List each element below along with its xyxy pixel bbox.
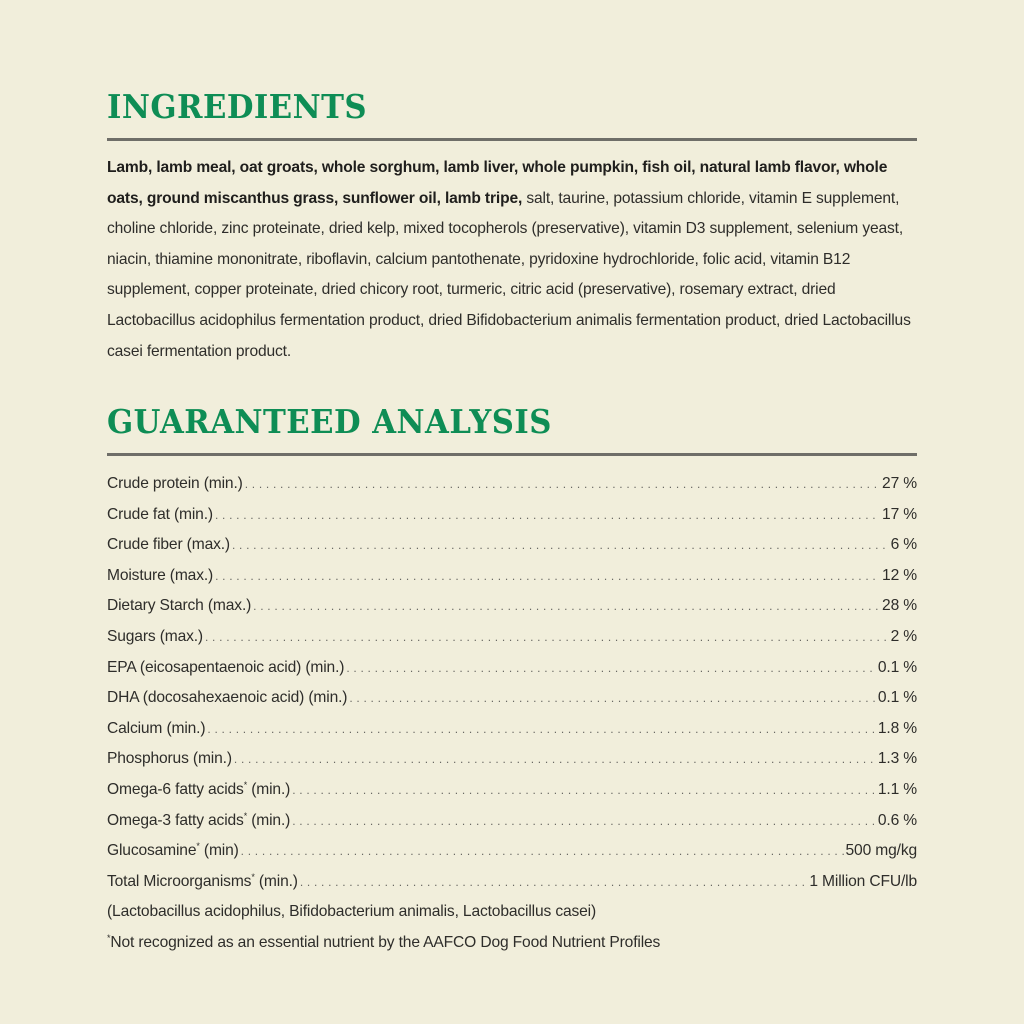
analysis-row-total-microorganisms [107, 867, 917, 898]
guaranteed-analysis-heading: GUARANTEED ANALYSIS [107, 402, 552, 441]
nutrient-name: Glucosamine [107, 842, 197, 860]
nutrient-name: Moisture [107, 566, 166, 584]
nutrient-value: 0.6 % [877, 811, 917, 829]
analysis-row-crude-protein [107, 469, 917, 500]
analysis-row-moisture [107, 561, 917, 592]
analysis-row-omega-6 [107, 775, 917, 806]
nutrient-name: Crude fiber [107, 536, 183, 554]
analysis-table [107, 469, 917, 959]
nutrient-value: 1.3 % [877, 750, 917, 768]
microorganisms-note: (Lactobacillus acidophilus, Bifidobacterium animalis, Lactobacillus casei) [107, 903, 597, 921]
analysis-row-glucosamine [107, 836, 917, 867]
ingredients-list [107, 153, 919, 367]
ingredients-divider [107, 138, 917, 141]
nutrient-name: Calcium [107, 719, 163, 737]
dot-leader [241, 836, 844, 867]
asterisk-marker: * [107, 932, 111, 943]
nutrient-value: 17 % [882, 505, 917, 523]
footnote [107, 928, 917, 959]
nutrient-qualifier: (min.) [301, 658, 345, 676]
asterisk-marker: * [196, 841, 200, 852]
nutrient-qualifier: (min.) [247, 780, 291, 798]
nutrient-name: DHA (docosahexaenoic acid) [107, 689, 305, 707]
analysis-row-dietary-starch [107, 591, 917, 622]
nutrient-value: 0.1 % [877, 658, 917, 676]
analysis-row-epa [107, 653, 917, 684]
analysis-row-sugars [107, 622, 917, 653]
dot-leader [292, 775, 876, 806]
nutrient-name: Total Microorganisms [107, 872, 252, 890]
nutrient-qualifier: (min) [199, 842, 239, 860]
dot-leader [215, 500, 880, 531]
dot-leader [292, 806, 876, 837]
nutrient-name: Omega-3 fatty acids [107, 811, 244, 829]
nutrient-value: 500 mg/kg [845, 842, 917, 860]
nutrient-name: EPA (eicosapentaenoic acid) [107, 658, 302, 676]
nutrient-name: Phosphorus [107, 750, 189, 768]
asterisk-marker: * [243, 810, 248, 821]
analysis-row-calcium [107, 714, 917, 745]
nutrient-qualifier: (max.) [165, 566, 214, 584]
nutrient-qualifier: (min.) [162, 719, 206, 737]
nutrient-value: 1.8 % [877, 719, 917, 737]
asterisk-marker: * [243, 779, 248, 790]
nutrient-value: 12 % [882, 566, 917, 584]
analysis-row-crude-fiber [107, 530, 917, 561]
analysis-row-omega-3 [107, 806, 917, 837]
analysis-row-crude-fat [107, 500, 917, 531]
nutrient-qualifier: (max.) [203, 597, 252, 615]
nutrient-name: Sugars [107, 627, 156, 645]
nutrient-value: 1 Million CFU/lb [809, 872, 917, 890]
nutrient-value: 28 % [882, 597, 917, 615]
nutrient-qualifier: (min.) [247, 811, 291, 829]
nutrient-value: 1.1 % [877, 780, 917, 798]
nutrient-name: Crude fat [107, 505, 170, 523]
secondary-ingredients: salt, taurine, potassium chloride, vitamin E supplement, choline chloride, zinc proteinate, dried kelp, mixed tocopherols (preservative), vitamin D3 supplement, selenium yeast, niacin, thiamine mononitrate, riboflavin, calcium pantothenate, pyridoxine hydrochloride, folic acid, vitamin B12 supplement, copper proteinate, dried chicory root, turmeric, citric acid (preservative), rosemary extract, dried Lactobacillus acidophilus fermentation product, dried Bifidobacterium animalis fermentation product, dried Lactobacillus casei fermentation product. [107, 189, 911, 360]
nutrient-name: Omega-6 fatty acids [107, 780, 244, 798]
dot-leader [215, 561, 880, 592]
analysis-divider [107, 453, 917, 456]
nutrient-qualifier: (max.) [182, 536, 230, 554]
nutrient-qualifier: (min.) [304, 689, 348, 707]
ingredients-heading: INGREDIENTS [107, 87, 368, 126]
nutrient-qualifier: (min.) [169, 505, 213, 523]
dot-leader [346, 653, 876, 684]
asterisk-marker: * [251, 871, 255, 882]
footnote-text: Not recognized as an essential nutrient by the AAFCO Dog Food Nutrient Profiles [110, 933, 661, 951]
nutrient-qualifier: (min.) [188, 750, 232, 768]
analysis-row-phosphorus [107, 744, 917, 775]
dot-leader [253, 591, 880, 622]
nutrient-qualifier: (min.) [254, 872, 298, 890]
nutrient-qualifier: (min.) [199, 475, 243, 492]
dot-leader [205, 622, 889, 653]
dot-leader [300, 867, 808, 898]
dot-leader [349, 683, 876, 714]
dot-leader [234, 744, 876, 775]
nutrient-name: Dietary Starch [107, 597, 204, 615]
nutrient-name: Crude protein [107, 475, 200, 492]
nutrient-value: 2 % [890, 627, 917, 645]
nutrient-qualifier: (max.) [155, 627, 203, 645]
nutrient-value: 6 % [890, 536, 917, 554]
nutrient-value: 0.1 % [877, 689, 917, 707]
nutrient-value: 27 % [882, 475, 917, 492]
analysis-row-dha [107, 683, 917, 714]
dot-leader [207, 714, 875, 745]
dot-leader [245, 469, 880, 500]
primary-ingredients: Lamb, lamb meal, oat groats, whole sorghum, lamb liver, whole pumpkin, fish oil, natural lamb flavor, whole oats, ground miscanthus grass, sunflower oil, lamb tripe, [107, 159, 888, 207]
dot-leader [232, 530, 889, 561]
